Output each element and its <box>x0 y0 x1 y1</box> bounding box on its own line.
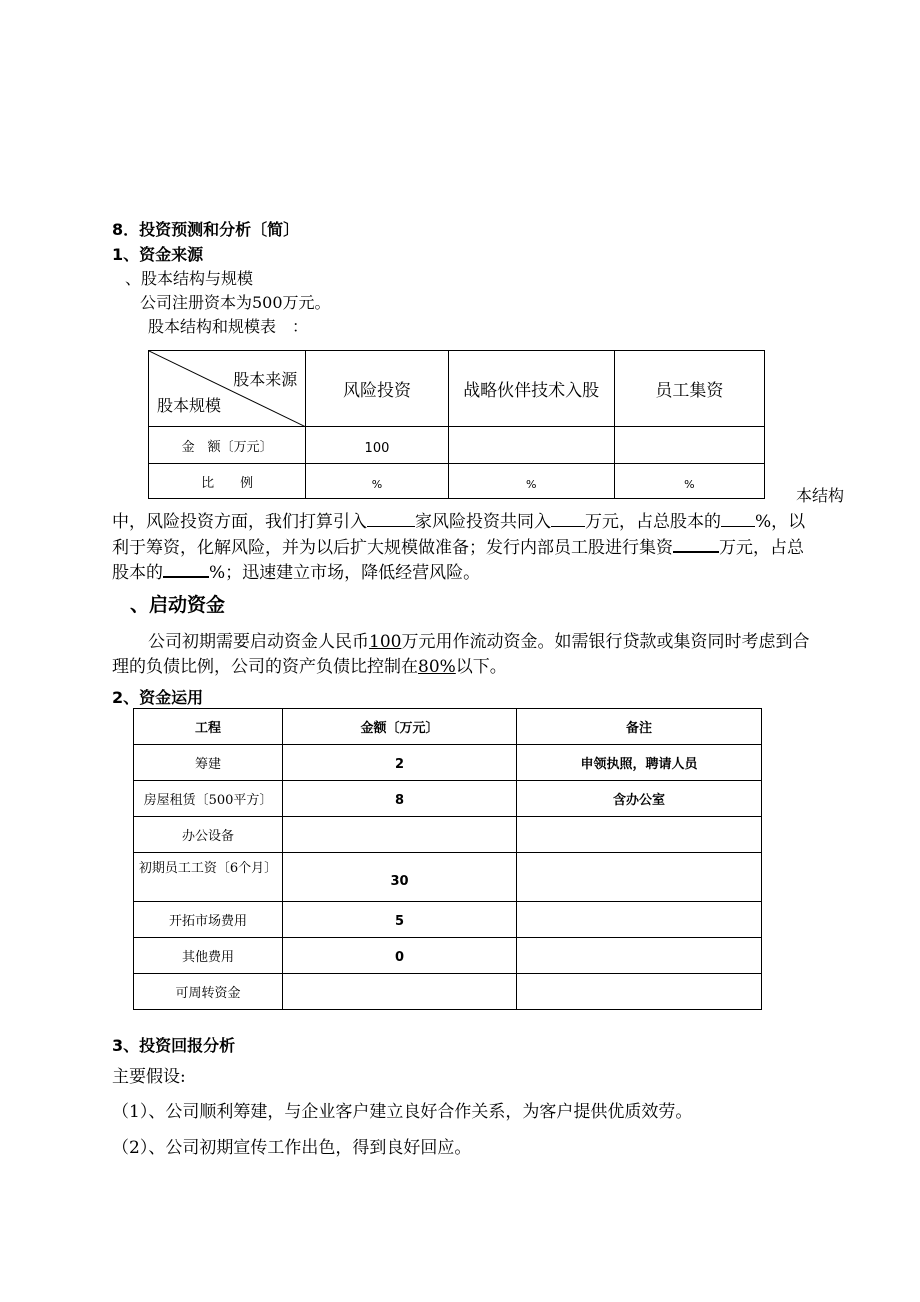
table-row <box>134 853 762 902</box>
amount-employee <box>614 427 764 464</box>
blank-field <box>163 558 209 578</box>
fund-use-table <box>133 708 762 1010</box>
section-title: 8．投资预测和分析〔简〕 <box>112 220 300 239</box>
equity-subtitle: 、股本结构与规模 <box>125 269 254 288</box>
note-cell <box>517 853 762 902</box>
text-segment: 家风险投资共同入 <box>415 512 551 532</box>
amount-cell: 30 <box>283 853 517 902</box>
text-segment: 万元，占总 <box>719 538 804 558</box>
table-caption: 股本结构和规模表 ： <box>148 317 309 336</box>
amount-cell: 0 <box>283 938 517 974</box>
blank-field <box>551 508 585 527</box>
blank-field <box>673 533 719 553</box>
amount-cell: 8 <box>283 781 517 817</box>
amount-cell <box>283 974 517 1010</box>
item-cell: 开拓市场费用 <box>134 902 283 938</box>
item-cell: 房屋租赁〔500平方〕 <box>134 781 283 817</box>
col-header-vc: 风险投资 <box>306 351 448 427</box>
header-item: 工程 <box>134 709 283 745</box>
col-header-employee: 员工集资 <box>614 351 764 427</box>
table-row <box>134 974 762 1010</box>
text-segment: 理的负债比例，公司的资产负债比控制在 <box>112 657 418 677</box>
text-segment: 万元，占总股本的 <box>585 512 721 532</box>
diag-top-label: 股本来源 <box>233 370 298 389</box>
ratio-vc: % <box>306 464 448 499</box>
text-segment: 中，风险投资方面，我们打算引入 <box>112 512 367 532</box>
item-cell: 办公设备 <box>134 817 283 853</box>
ratio-employee: % <box>614 464 764 499</box>
paragraph-tail: 本结构 <box>796 486 845 505</box>
row-ratio-label: 比 例 <box>149 464 306 499</box>
equity-table <box>148 350 765 499</box>
text-segment: 公司初期需要启动资金人民币 <box>148 632 369 652</box>
note-cell <box>517 938 762 974</box>
text-segment: %；迅速建立市场，降低经营风险。 <box>209 563 481 583</box>
row-amount-label: 金 额〔万元〕 <box>149 427 306 464</box>
note-cell <box>517 817 762 853</box>
text-segment: 股本的 <box>112 563 163 583</box>
table-row <box>134 902 762 938</box>
assumption-2: （2）、公司初期宣传工作出色，得到良好回应。 <box>112 1138 472 1158</box>
text-segment: 利于筹资，化解风险，并为以后扩大规模做准备；发行内部员工股进行集资 <box>112 538 673 558</box>
amount-cell <box>283 817 517 853</box>
startup-title: 、启动资金 <box>130 594 226 616</box>
amount-vc: 100 <box>306 427 448 464</box>
diag-bottom-label: 股本规模 <box>157 396 222 415</box>
text-segment: 万元用作流动资金。如需银行贷款或集资同时考虑到合 <box>401 632 810 652</box>
amount-cell: 2 <box>283 745 517 781</box>
equity-paragraph-line-1 <box>112 508 864 534</box>
return-analysis-title: 3、投资回报分析 <box>112 1036 236 1055</box>
note-cell: 含办公室 <box>517 781 762 817</box>
ratio-partner: % <box>448 464 614 499</box>
blank-field <box>721 508 755 527</box>
equity-paragraph-line-3 <box>112 558 864 585</box>
text-segment: 以下。 <box>455 657 507 677</box>
startup-amount: 100 <box>369 632 402 652</box>
note-cell <box>517 974 762 1010</box>
assumption-1: （1）、公司顺利筹建，与企业客户建立良好合作关系，为客户提供优质效劳。 <box>112 1102 693 1122</box>
table-row <box>134 817 762 853</box>
note-cell <box>517 902 762 938</box>
assumptions-label: 主要假设: <box>112 1067 186 1087</box>
blank-field <box>367 508 415 527</box>
table-row <box>134 781 762 817</box>
diagonal-header-cell <box>149 351 306 427</box>
fund-use-title: 2、资金运用 <box>112 688 204 707</box>
col-header-partner: 战略伙伴技术入股 <box>448 351 614 427</box>
amount-partner <box>448 427 614 464</box>
funding-source-title: 1、资金来源 <box>112 245 204 264</box>
table-row <box>134 745 762 781</box>
registered-capital-text: 公司注册资本为500万元。 <box>140 293 331 312</box>
table-row <box>134 938 762 974</box>
item-cell: 可周转资金 <box>134 974 283 1010</box>
header-amount: 金额〔万元〕 <box>283 709 517 745</box>
item-cell: 筹建 <box>134 745 283 781</box>
startup-paragraph-line-1 <box>112 630 864 654</box>
amount-cell: 5 <box>283 902 517 938</box>
header-note: 备注 <box>517 709 762 745</box>
item-cell: 初期员工工资〔6个月〕 <box>134 853 283 902</box>
text-segment: %，以 <box>755 512 806 532</box>
debt-ratio: 80% <box>418 657 456 677</box>
startup-paragraph-line-2 <box>112 655 864 679</box>
note-cell: 申领执照，聘请人员 <box>517 745 762 781</box>
equity-paragraph-line-2 <box>112 533 864 560</box>
item-cell: 其他费用 <box>134 938 283 974</box>
